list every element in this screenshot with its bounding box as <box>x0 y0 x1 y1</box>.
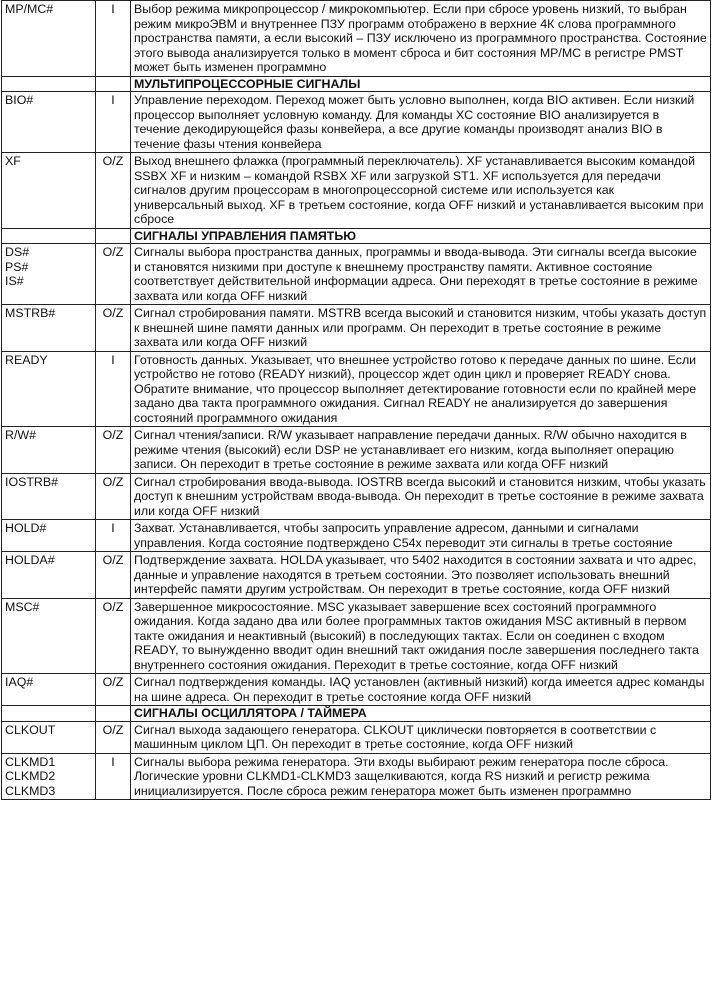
signal-name-cell <box>2 473 96 520</box>
signal-name-cell <box>2 153 96 229</box>
signal-name: READY <box>5 352 48 367</box>
signal-row <box>2 552 711 599</box>
signal-name: R/W# <box>5 428 36 442</box>
section-title: СИГНАЛЫ ОСЦИЛЛЯТОРА / ТАЙМЕРА <box>131 706 711 722</box>
signal-description: Сигнал стробирования ввода-вывода. IOSTRB всегда высокий и становится низким, чтобы указать доступ к внешним устройствам ввода-вывода. Он переходит в третье состояние в режиме захвата или когда OFF низкий <box>131 473 711 520</box>
signal-name: IOSTRB# <box>5 474 59 489</box>
section-name-cell <box>2 228 96 244</box>
signal-direction: O/Z <box>96 721 131 753</box>
signal-direction: O/Z <box>96 153 131 229</box>
signal-description: Сигналы выбора режима генератора. Эти входы выбирают режим генератора после сброса. Логические уровни CLKMD1-CLKMD3 защелкиваются, когда RS низкий и регистр режима инициализируется. После сброса режим генератора может быть изменен программно <box>131 753 711 800</box>
signal-description: Завершенное микросостояние. MSC указывает завершение всех состояний программного ожидания. Когда задано два или более программных тактов ожидания MSC активный в первом такте ожидания и неактивный (высокий) в последующих тактах. Если он соединен с входом READY, то вынужденно вводит один внешний такт ожидания после завершения последнего такта внутреннего состояния ожидания. Переходит в третье состояние, когда OFF низкий <box>131 598 711 674</box>
signal-description: Готовность данных. Указывает, что внешнее устройство готово к передаче данных по шине. Если устройство не готово (READY низкий), процессор ждет один цикл и проверяет READY снова. Обратите внимание, что процессор выполняет детектирование готовности если по крайней мере задано два такта программного ожидания. Сигнал READY не анализируется до завершения состояний программного ожидания <box>131 351 711 427</box>
signal-row <box>2 473 711 520</box>
signal-description: Сигнал подтверждения команды. IAQ установлен (активный низкий) когда имеется адрес команды на шине адреса. Он переходит в третье состояние когда OFF низкий <box>131 674 711 706</box>
signal-name: CLKOUT <box>5 722 56 737</box>
signal-name-cell <box>2 721 96 753</box>
signal-direction: O/Z <box>96 427 131 474</box>
section-name-cell <box>2 706 96 722</box>
signal-name: XF <box>5 154 21 168</box>
signal-name-cell <box>2 598 96 674</box>
signal-name: CLKMD1 <box>5 754 56 769</box>
section-title: МУЛЬТИПРОЦЕССОРНЫЕ СИГНАЛЫ <box>131 76 711 92</box>
signal-name-cell <box>2 1 96 77</box>
signal-name: MSTRB# <box>5 306 56 320</box>
signal-row <box>2 753 711 800</box>
section-dir-cell <box>96 228 131 244</box>
signal-row <box>2 244 711 305</box>
signal-description: Подтверждение захвата. HOLDA указывает, что 5402 находится в состоянии захвата и что адрес, данные и управление находятся в третьем состоянии. Это позволяет использовать внешний интерфейс памяти другим устройствам. Он переходит в третье состояние, когда OFF низкий <box>131 552 711 599</box>
signal-row <box>2 721 711 753</box>
signal-direction: I <box>96 520 131 552</box>
signal-name-cell <box>2 351 96 427</box>
signal-name-cell <box>2 427 96 474</box>
signal-description: Выбор режима микропроцессор / микрокомпьютер. Если при сбросе уровень низкий, то выбран режим микроЭВМ и внутреннее ПЗУ программ отображено в верхние 4К слова программного пространства памяти, а если высокий – ПЗУ исключено из программного пространства. Состояние этого вывода анализируется только в момент сброса и бит состояния MP/MC в регистре PMST может быть изменен программно <box>131 1 711 77</box>
signal-row <box>2 674 711 706</box>
signal-row <box>2 305 711 352</box>
signal-name-cell <box>2 92 96 153</box>
signal-description: Сигнал выхода задающего генератора. CLKOUT циклически повторяется в соответствии с машинным циклом ЦП. Он переходит в третье состояние, когда OFF низкий <box>131 721 711 753</box>
signal-description: Управление переходом. Переход может быть условно выполнен, когда BIO активен. Если низкий процессор выполняет условную команду. Для команды XC состояние BIO анализируется в течение декодирующейся фазы конвейера, а все другие команды производят анализ BIO в течение фазы чтения конвейера <box>131 92 711 153</box>
signal-name-cell <box>2 753 96 800</box>
signal-name: CLKMD2 <box>5 769 56 783</box>
signal-name-cell <box>2 305 96 352</box>
signal-description: Выход внешнего флажка (программный переключатель). XF устанавливается высоким командой SSBX XF и низким – командой RSBX XF или загрузкой ST1. XF используется для передачи сигналов другим процессорам в многопроцессорной системе или используется как универсальный выход. XF в третьем состояние, когда OFF низкий и устанавливается высоким при сбросе <box>131 153 711 229</box>
signal-name: BIO# <box>5 93 34 107</box>
signal-description: Захват. Устанавливается, чтобы запросить управление адресом, данными и сигналами управления. Когда состояние подтверждено C54x переводит эти сигналы в третье состояние <box>131 520 711 552</box>
section-dir-cell <box>96 706 131 722</box>
section-title: СИГНАЛЫ УПРАВЛЕНИЯ ПАМЯТЬЮ <box>131 228 711 244</box>
signal-name-cell <box>2 552 96 599</box>
signal-name-cell <box>2 520 96 552</box>
section-header-row <box>2 76 711 92</box>
signal-direction: I <box>96 92 131 153</box>
signal-name: IS# <box>5 274 24 288</box>
signal-row <box>2 153 711 229</box>
signal-direction: I <box>96 753 131 800</box>
section-name-cell <box>2 76 96 92</box>
signal-description: Сигнал чтения/записи. R/W указывает направление передачи данных. R/W обычно находится в режиме чтения (высокий) если DSP не устанавливает его низким, когда выполняет операцию записи. Он переходит в третье состояние в режиме захвата или когда OFF низкий <box>131 427 711 474</box>
signal-name: HOLD# <box>5 521 47 535</box>
signal-row <box>2 598 711 674</box>
section-dir-cell <box>96 76 131 92</box>
signal-direction: O/Z <box>96 305 131 352</box>
signal-direction: I <box>96 351 131 427</box>
signal-name: IAQ# <box>5 675 34 689</box>
signal-direction: O/Z <box>96 674 131 706</box>
signal-direction: I <box>96 1 131 77</box>
signal-name: PS# <box>5 259 29 274</box>
signal-name: CLKMD3 <box>5 783 56 798</box>
signal-direction: O/Z <box>96 552 131 599</box>
section-header-row <box>2 228 711 244</box>
signal-name-cell <box>2 244 96 305</box>
signal-name: MSC# <box>5 599 40 614</box>
signal-name: DS# <box>5 245 30 259</box>
signal-table-body <box>2 1 711 800</box>
signal-direction: O/Z <box>96 473 131 520</box>
signal-row <box>2 427 711 474</box>
signal-row <box>2 520 711 552</box>
signal-row <box>2 351 711 427</box>
signal-row <box>2 92 711 153</box>
signal-name: MP/MC# <box>5 2 54 16</box>
section-header-row <box>2 706 711 722</box>
signal-name: HOLDA# <box>5 553 55 567</box>
signal-description: Сигнал стробирования памяти. MSTRB всегда высокий и становится низким, чтобы указать доступ к внешней шине памяти данных или программ. Он переходит в третье состояние в режиме захвата или когда OFF низкий <box>131 305 711 352</box>
signal-table <box>1 0 711 800</box>
signal-name-cell <box>2 674 96 706</box>
signal-direction: O/Z <box>96 598 131 674</box>
signal-direction: O/Z <box>96 244 131 305</box>
signal-description: Сигналы выбора пространства данных, программы и ввода-вывода. Эти сигналы всегда высокие и становятся низкими при доступе к внешнему пространству памяти. Активное состояние соответствует действительной информации адреса. Они переходят в третье состояние в режиме захвата или когда OFF низкий <box>131 244 711 305</box>
signal-row <box>2 1 711 77</box>
